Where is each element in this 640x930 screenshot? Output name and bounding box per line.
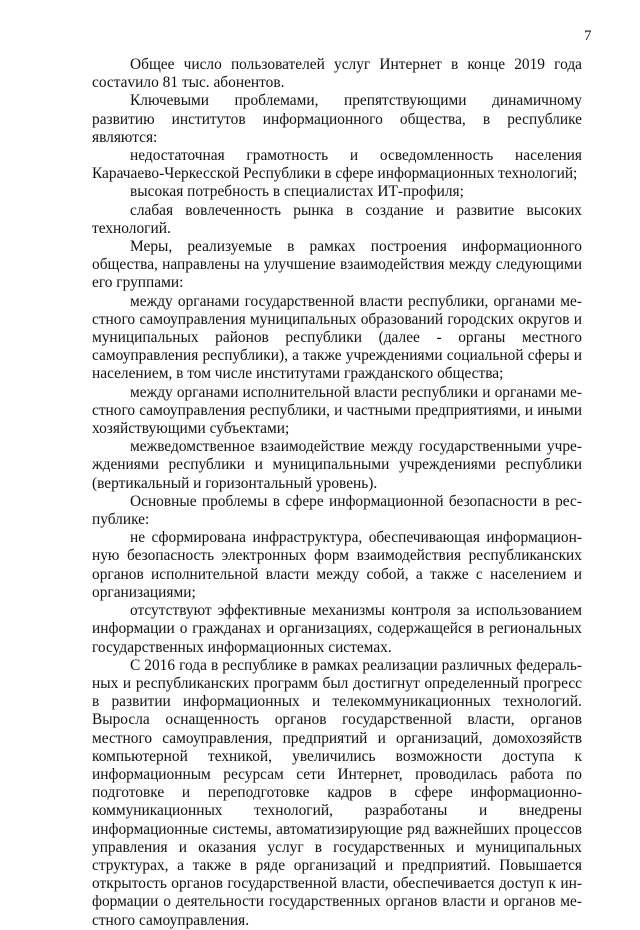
paragraph: Меры, реализуемые в рамках построения информационного общества, направлены на улучшение взаимодействия между следующими его группами: [92, 238, 582, 292]
paragraph: межведомственное взаимодействие между государственными учреждениями республики и муниципальными учреждениями республики (вертикальный и горизонтальный уровень). [92, 438, 582, 492]
paragraph: высокая потребность в специалистах ИТ-профиля; [130, 183, 464, 201]
paragraph: не сформирована инфраструктура, обеспечивающая информационную безопасность электронных форм взаимодействия республиканских органов исполнительной власти между собой, а также с населением и организациями; [92, 529, 582, 601]
paragraph: Ключевыми проблемами, препятствующими динамичному развитию институтов информационного общества, в республике являются: [92, 92, 582, 146]
paragraph: между органами исполнительной власти республики и органами местного самоуправления республики, и частными предприятиями, и иными хозяйствующими субъектами; [92, 383, 582, 438]
paragraph: Общее число пользователей услуг Интернет в конце 2019 года состаvило 81 тыс. абонентов. [92, 56, 582, 92]
paragraph: между органами государственной власти республики, органами местного самоуправления муниципальных образований городских округов и муниципальных районов республики (далее - органы местного самоуправления республики), а также учреждениями социальной сферы и населением, в том числе институтами гражданского общества; [92, 292, 582, 383]
paragraph: слабая вовлеченность рынка в создание и развитие высоких технологий. [92, 201, 582, 237]
paragraph: С 2016 года в республике в рамках реализации различных федеральных и республиканских программ был достигнут определенный прогресс в развитии информационных и телекоммуникационных технологий. Выросла оснащенность органов государственной власти, органов местного самоуправления, предприятий и организаций, домохозяйств компьютерной техникой, увеличились возможности доступа к информационным ресурсам сети Интернет, проводилась работа по подготовке и переподготовке кадров в сфере информационно-коммуникационных технологий, разработаны и внедрены информационные системы, автоматизирующие ряд важнейших процессов управления и оказания услуг в государственных и муниципальных структурах, а также в ряде организаций и предприятий. Повышается открытость органов государственной власти, обеспечивается доступ к информации о деятельности государственных органов власти и органов местного самоуправления. [92, 656, 582, 929]
body-text [92, 56, 582, 930]
paragraph: отсутствуют эффективные механизмы контроля за использованием информации о гражданах и организациях, содержащейся в региональных государственных информационных системах. [92, 602, 582, 656]
paragraph: недостаточная грамотность и осведомленность населения Карачаево-Черкесской Республики в сфере информационных технологий; [92, 147, 582, 183]
paragraph: Основные проблемы в сфере информационной безопасности в республике: [92, 492, 582, 529]
page-number: 7 [584, 28, 592, 44]
